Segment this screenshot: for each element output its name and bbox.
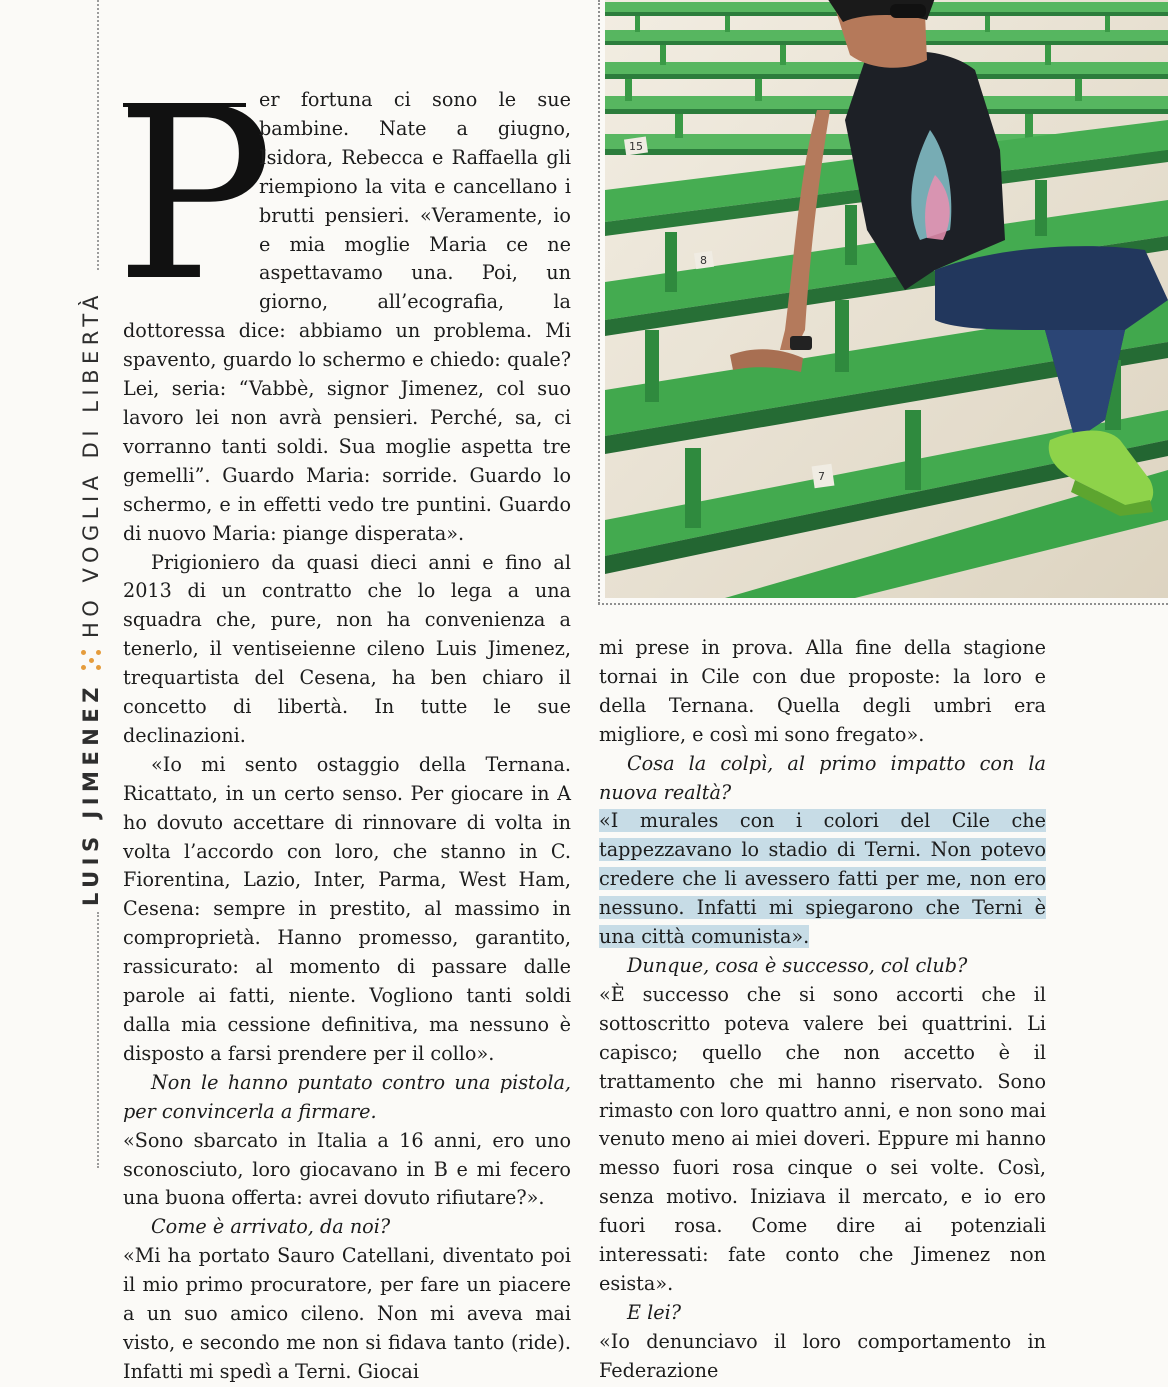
photo-dotted-border-bottom: [598, 603, 1168, 605]
paragraph: «Sono sbarcato in Italia a 16 anni, ero uno sconosciuto, loro giocavano in B e mi fecero una buona offerta: avrei dovuto rifiutare?».: [123, 1128, 571, 1210]
paragraph: P er fortuna ci sono le sue bambine. Nate a giugno, Isidora, Rebecca e Raffaella gli riempiono la vita e cancellano i brutti pensieri. «Veramente, io e mia moglie Maria ce ne aspettavamo una. Poi, un giorno, all’ecografia, la dottoressa dice: abbiamo un problema. Mi spavento, guardo lo schermo e chiedo: quale? Lei, seria: “Vabbè, signor Jimenez, col suo lavoro lei non avrà pensieri. Perché, sa, ci vorranno tanti soldi. Sua moglie aspetta tre gemelli”. Guardo Maria: sorride. Guardo lo schermo, e in effetti vedo tre puntini. Guardo di nuovo Maria: piange disperata».: [115, 58, 571, 545]
paragraph: [599, 807, 1046, 952]
dotted-rule-bottom: [97, 912, 99, 1168]
running-header: [76, 266, 106, 906]
dots-separator-icon: [81, 650, 101, 670]
interview-question: E lei?: [627, 1300, 682, 1324]
interview-question: Cosa la colpì, al primo impatto con la nuova realtà?: [599, 751, 1046, 804]
article-photo: [605, 0, 1168, 598]
paragraph: «Io denunciavo il loro comportamento in Federazione: [599, 1329, 1046, 1382]
article-column-right: [599, 634, 1046, 1386]
paragraph: Prigioniero da quasi dieci anni e fino al 2013 di un contratto che lo lega a una squadra che, pure, non ha convenienza a tenerlo, il ventiseienne cileno Luis Jimenez, trequartista del Cesena, ha ben chiaro il concetto di libertà. In tutte le sue declinazioni.: [123, 550, 571, 747]
paragraph: «Mi ha portato Sauro Catellani, diventato poi il mio primo procuratore, per fare un piacere a un suo amico cileno. Non mi aveva mai visto, e secondo me non si fidava tanto (ride). Infatti mi spedì a Terni. Giocai: [123, 1244, 571, 1383]
seat-number: 15: [629, 140, 643, 153]
interview-question: Come è arrivato, da noi?: [151, 1215, 391, 1239]
highlighted-text: «I murales con i colori del Cile che tappezzavano lo stadio di Terni. Non potevo credere che li avessero fatti per me, non ero nessuno. Infatti mi spiegarono che Terni è una città comunista».: [599, 809, 1046, 949]
paragraph: «Io mi sento ostaggio della Ternana. Ricattato, in un certo senso. Per giocare in A ho dovuto accettare di rinnovare di volta in volta l’accordo con loro, che stanno in C. Fiorentina, Lazio, Inter, Parma, West Ham, Cesena: sempre in prestito, al massimo in comproprietà. Hanno promesso, garantito, rassicurato: al momento di passare dalle parole ai fatti, niente. Vogliono tanti soldi dalla mia cessione definitiva, ma nessuno è disposto a farsi prendere per il collo».: [123, 752, 571, 1065]
article-column-left: [115, 58, 571, 1387]
interview-question: Dunque, cosa è successo, col club?: [627, 953, 968, 977]
running-header-title: HO VOGLIA DI LIBERTÀ: [79, 290, 103, 639]
stadium-photo: [605, 0, 1168, 598]
interview-question: Non le hanno puntato contro una pistola, per convincerla a firmare.: [123, 1070, 571, 1123]
dropcap: P: [115, 58, 274, 333]
photo-dotted-border-left: [598, 0, 600, 604]
seat-number: 7: [818, 470, 825, 483]
paragraph: «È successo che si sono accorti che il sottoscritto poteva valere bei quattrini. Li capisco; quello che non accetto è il trattamento che mi hanno riservato. Sono rimasto con loro quattro anni, e non sono mai venuto meno ai miei doveri. Eppure mi hanno messo fuori rosa cinque o sei volte. Così, senza motivo. Iniziava il mercato, e io ero fuori rosa. Come dire ai potenziali interessati: fate conto che Jimenez non esista».: [599, 982, 1046, 1295]
dotted-rule-top: [97, 0, 99, 270]
paragraph: mi prese in prova. Alla fine della stagione tornai in Cile con due proposte: la loro e della Ternana. Quella degli umbri era migliore, e così mi sono fregato».: [599, 636, 1046, 746]
running-header-name: LUIS JIMENEZ: [79, 682, 103, 906]
seat-number: 8: [700, 254, 707, 267]
